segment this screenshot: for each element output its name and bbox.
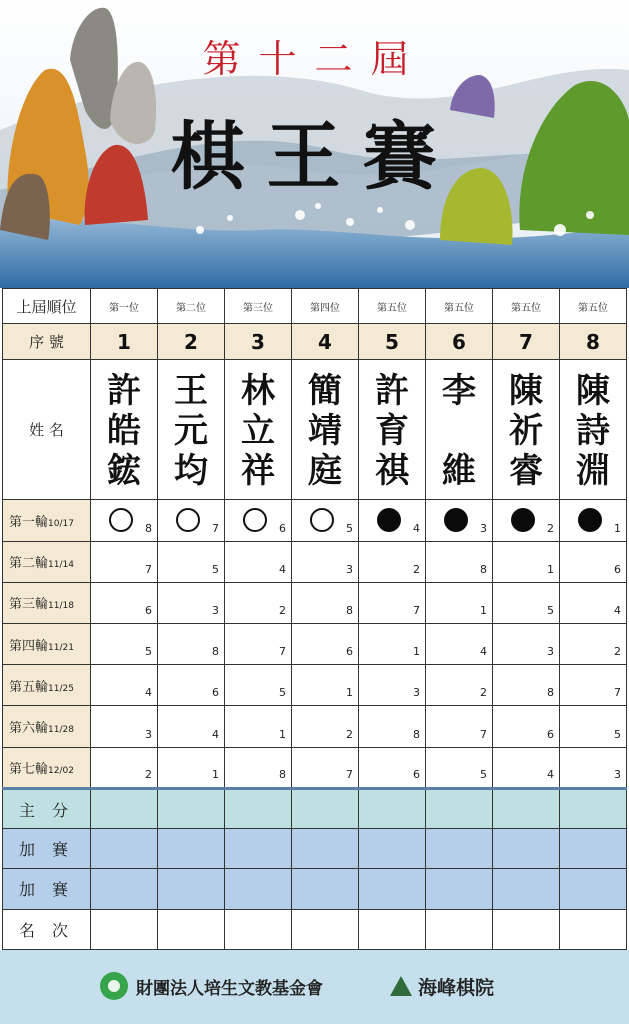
- round-row: [3, 623, 627, 664]
- blank-cell[interactable]: [426, 829, 493, 869]
- opponent-number: 5: [480, 767, 487, 781]
- place-row: [3, 909, 627, 949]
- black-stone-icon: [444, 508, 468, 532]
- opponent-number: 2: [413, 562, 420, 576]
- opponent-cell: [158, 623, 225, 664]
- opponent-number: 2: [547, 521, 554, 535]
- opponent-cell: [426, 582, 493, 623]
- clover-icon: [100, 972, 128, 1000]
- prev-rank: 第五位: [426, 289, 493, 324]
- edition-title: 第十二屆: [202, 37, 427, 81]
- blank-cell[interactable]: [158, 869, 225, 909]
- opponent-number: 1: [279, 727, 286, 741]
- seq-number: 6: [426, 324, 493, 360]
- opponent-cell: [359, 623, 426, 664]
- opponent-cell: [292, 500, 359, 541]
- blank-cell[interactable]: [91, 909, 158, 949]
- round-label: [3, 582, 91, 623]
- opponent-cell: [359, 500, 426, 541]
- round-name: 第一輪: [9, 514, 49, 530]
- seq-number: 2: [158, 324, 225, 360]
- playoff-label: 加 賽: [3, 869, 91, 909]
- seq-number: 3: [225, 324, 292, 360]
- name-char: 淵: [576, 450, 610, 491]
- rank-label: 上屆順位: [3, 289, 91, 324]
- opponent-cell: [426, 747, 493, 788]
- name-char: 李: [442, 370, 476, 411]
- opponent-cell: [225, 747, 292, 788]
- opponent-cell: [359, 541, 426, 582]
- opponent-cell: [292, 582, 359, 623]
- opponent-number: 6: [212, 686, 219, 700]
- opponent-number: 1: [480, 603, 487, 617]
- player-name: [292, 360, 359, 500]
- opponent-cell: [158, 500, 225, 541]
- opponent-cell: [560, 582, 627, 623]
- round-name: 第七輪: [9, 761, 49, 777]
- round-name: 第三輪: [9, 597, 49, 613]
- opponent-cell: [225, 665, 292, 706]
- opponent-number: 8: [547, 686, 554, 700]
- opponent-number: 4: [614, 603, 621, 617]
- white-stone-icon: [176, 508, 200, 532]
- prev-rank: 第四位: [292, 289, 359, 324]
- opponent-cell: [158, 582, 225, 623]
- prev-rank: 第二位: [158, 289, 225, 324]
- opponent-cell: [158, 706, 225, 747]
- blank-cell[interactable]: [359, 788, 426, 828]
- blank-cell[interactable]: [91, 869, 158, 909]
- name-char: 皓: [107, 410, 141, 451]
- round-date: 10/17: [48, 518, 74, 529]
- organizer-name: 財團法人培生文教基金會: [136, 978, 323, 999]
- footer: [0, 950, 629, 1024]
- opponent-number: 2: [279, 603, 286, 617]
- opponent-number: 6: [614, 562, 621, 576]
- blank-cell[interactable]: [91, 829, 158, 869]
- opponent-cell: [493, 623, 560, 664]
- opponent-number: 1: [547, 562, 554, 576]
- name-char: 許: [107, 370, 141, 411]
- prev-rank: 第五位: [560, 289, 627, 324]
- seq-number: 8: [560, 324, 627, 360]
- round-row: [3, 706, 627, 747]
- round-name: 第五輪: [9, 679, 49, 695]
- name-char: 簡: [308, 370, 342, 411]
- opponent-number: 6: [145, 603, 152, 617]
- blank-cell[interactable]: [158, 909, 225, 949]
- opponent-cell: [560, 623, 627, 664]
- opponent-number: 2: [480, 686, 487, 700]
- blank-cell[interactable]: [158, 788, 225, 828]
- opponent-cell: [426, 541, 493, 582]
- playoff-row-2: [3, 869, 627, 909]
- blank-cell[interactable]: [359, 909, 426, 949]
- opponent-number: 3: [413, 686, 420, 700]
- name-char: 王: [174, 370, 208, 411]
- player-name: [225, 360, 292, 500]
- opponent-cell: [91, 665, 158, 706]
- round-date: 11/18: [48, 601, 74, 612]
- opponent-cell: [225, 623, 292, 664]
- seq-label: 序 號: [3, 324, 91, 360]
- round-date: 11/14: [48, 560, 74, 571]
- name-label: 姓 名: [3, 360, 91, 500]
- round-label: [3, 500, 91, 541]
- opponent-cell: [225, 582, 292, 623]
- blank-cell[interactable]: [560, 869, 627, 909]
- opponent-cell: [493, 665, 560, 706]
- opponent-number: 2: [614, 645, 621, 659]
- playoff-row-1: [3, 829, 627, 869]
- blank-cell[interactable]: [493, 788, 560, 828]
- player-name: [493, 360, 560, 500]
- round-row: [3, 665, 627, 706]
- name-char: 鋐: [107, 450, 141, 491]
- pairing-table: [2, 288, 627, 950]
- opponent-number: 4: [480, 645, 487, 659]
- round-date: 11/25: [48, 683, 74, 694]
- opponent-number: 7: [413, 603, 420, 617]
- opponent-number: 3: [346, 562, 353, 576]
- opponent-number: 3: [480, 521, 487, 535]
- name-char: 靖: [308, 410, 342, 451]
- round-label: [3, 665, 91, 706]
- opponent-cell: [560, 706, 627, 747]
- blank-cell[interactable]: [359, 869, 426, 909]
- seq-number: 4: [292, 324, 359, 360]
- name-char: 均: [174, 450, 208, 491]
- opponent-cell: [560, 500, 627, 541]
- opponent-number: 5: [212, 562, 219, 576]
- blank-cell[interactable]: [225, 869, 292, 909]
- place-label: 名 次: [3, 909, 91, 949]
- blank-cell[interactable]: [426, 869, 493, 909]
- score-label: 主 分: [3, 788, 91, 828]
- blank-cell[interactable]: [426, 909, 493, 949]
- opponent-cell: [426, 623, 493, 664]
- tournament-title: 棋王賽: [170, 114, 459, 200]
- name-char: 陳: [509, 370, 543, 411]
- blank-cell[interactable]: [292, 909, 359, 949]
- opponent-number: 3: [614, 767, 621, 781]
- opponent-number: 5: [279, 686, 286, 700]
- name-char: 元: [174, 410, 208, 451]
- name-char: 祈: [509, 410, 543, 451]
- opponent-number: 7: [480, 727, 487, 741]
- score-row: [3, 788, 627, 828]
- opponent-cell: [91, 623, 158, 664]
- rank-row: [3, 289, 627, 324]
- prev-rank: 第五位: [493, 289, 560, 324]
- black-stone-icon: [511, 508, 535, 532]
- opponent-cell: [225, 541, 292, 582]
- opponent-number: 8: [212, 645, 219, 659]
- blank-cell[interactable]: [91, 788, 158, 828]
- round-date: 12/02: [48, 765, 74, 776]
- prev-rank: 第五位: [359, 289, 426, 324]
- opponent-cell: [225, 500, 292, 541]
- blank-cell[interactable]: [359, 829, 426, 869]
- opponent-number: 6: [346, 645, 353, 659]
- round-label: [3, 541, 91, 582]
- white-stone-icon: [310, 508, 334, 532]
- player-name: [91, 360, 158, 500]
- opponent-number: 7: [212, 521, 219, 535]
- opponent-cell: [560, 665, 627, 706]
- round-name: 第四輪: [9, 638, 49, 654]
- opponent-cell: [493, 747, 560, 788]
- blank-cell[interactable]: [292, 788, 359, 828]
- opponent-number: 4: [279, 562, 286, 576]
- name-char: 陳: [576, 370, 610, 411]
- blank-cell[interactable]: [158, 829, 225, 869]
- opponent-number: 6: [279, 521, 286, 535]
- opponent-number: 1: [413, 645, 420, 659]
- blank-cell[interactable]: [225, 829, 292, 869]
- name-char: 育: [375, 410, 409, 451]
- opponent-cell: [493, 500, 560, 541]
- go-hall: [390, 972, 494, 1000]
- round-label: [3, 747, 91, 788]
- round-row: [3, 500, 627, 541]
- white-stone-icon: [243, 508, 267, 532]
- seq-number: 7: [493, 324, 560, 360]
- round-date: 11/21: [48, 642, 74, 653]
- opponent-number: 5: [145, 645, 152, 659]
- name-char: 維: [442, 450, 476, 491]
- opponent-number: 4: [413, 521, 420, 535]
- blank-cell[interactable]: [560, 909, 627, 949]
- opponent-cell: [91, 582, 158, 623]
- prev-rank: 第一位: [91, 289, 158, 324]
- opponent-number: 5: [614, 727, 621, 741]
- blank-cell[interactable]: [560, 788, 627, 828]
- opponent-number: 8: [279, 767, 286, 781]
- name-char: 許: [375, 370, 409, 411]
- mountain-logo-icon: [390, 976, 412, 996]
- opponent-cell: [292, 665, 359, 706]
- opponent-cell: [359, 706, 426, 747]
- opponent-cell: [158, 747, 225, 788]
- opponent-number: 1: [212, 767, 219, 781]
- opponent-cell: [91, 541, 158, 582]
- opponent-cell: [91, 706, 158, 747]
- opponent-number: 8: [145, 521, 152, 535]
- name-char: 詩: [576, 410, 610, 451]
- blank-cell[interactable]: [493, 829, 560, 869]
- blank-cell[interactable]: [560, 829, 627, 869]
- player-name: [560, 360, 627, 500]
- opponent-number: 6: [413, 767, 420, 781]
- opponent-number: 3: [547, 645, 554, 659]
- opponent-cell: [359, 747, 426, 788]
- opponent-cell: [292, 706, 359, 747]
- title-banner: [0, 0, 629, 288]
- opponent-number: 4: [212, 727, 219, 741]
- opponent-number: 4: [547, 767, 554, 781]
- name-char: [453, 411, 465, 451]
- round-row: [3, 747, 627, 788]
- go-hall-name: 海峰棋院: [418, 976, 495, 999]
- round-name: 第二輪: [9, 556, 49, 572]
- opponent-cell: [493, 706, 560, 747]
- opponent-number: 7: [614, 686, 621, 700]
- blank-cell[interactable]: [292, 869, 359, 909]
- player-name: [359, 360, 426, 500]
- opponent-number: 2: [346, 727, 353, 741]
- blank-cell[interactable]: [426, 788, 493, 828]
- prev-rank: 第三位: [225, 289, 292, 324]
- white-stone-icon: [109, 508, 133, 532]
- player-name: [426, 360, 493, 500]
- opponent-number: 7: [145, 562, 152, 576]
- opponent-number: 1: [346, 686, 353, 700]
- name-char: 庭: [308, 450, 342, 491]
- opponent-number: 8: [346, 603, 353, 617]
- black-stone-icon: [578, 508, 602, 532]
- opponent-number: 2: [145, 767, 152, 781]
- opponent-cell: [158, 541, 225, 582]
- opponent-number: 4: [145, 686, 152, 700]
- opponent-number: 5: [547, 603, 554, 617]
- player-name: [158, 360, 225, 500]
- round-label: [3, 706, 91, 747]
- opponent-number: 7: [346, 767, 353, 781]
- name-char: 立: [241, 410, 275, 451]
- opponent-cell: [493, 541, 560, 582]
- blank-cell[interactable]: [493, 909, 560, 949]
- opponent-cell: [426, 500, 493, 541]
- name-char: 林: [241, 370, 275, 411]
- round-date: 11/28: [48, 725, 74, 736]
- seq-number: 5: [359, 324, 426, 360]
- organizer: [100, 972, 323, 1000]
- blank-cell[interactable]: [493, 869, 560, 909]
- opponent-number: 3: [145, 727, 152, 741]
- name-char: 祥: [241, 450, 275, 491]
- opponent-cell: [426, 665, 493, 706]
- opponent-cell: [91, 747, 158, 788]
- blank-cell[interactable]: [225, 909, 292, 949]
- opponent-cell: [560, 747, 627, 788]
- round-row: [3, 541, 627, 582]
- round-row: [3, 582, 627, 623]
- opponent-number: 3: [212, 603, 219, 617]
- seq-number: 1: [91, 324, 158, 360]
- playoff-label: 加 賽: [3, 829, 91, 869]
- opponent-cell: [158, 665, 225, 706]
- opponent-number: 6: [547, 727, 554, 741]
- opponent-number: 7: [279, 645, 286, 659]
- opponent-cell: [225, 706, 292, 747]
- opponent-number: 5: [346, 521, 353, 535]
- name-char: 睿: [509, 450, 543, 491]
- opponent-number: 1: [614, 521, 621, 535]
- opponent-cell: [292, 623, 359, 664]
- opponent-cell: [292, 747, 359, 788]
- blank-cell[interactable]: [292, 829, 359, 869]
- opponent-cell: [426, 706, 493, 747]
- name-row: [3, 360, 627, 500]
- opponent-cell: [560, 541, 627, 582]
- round-label: [3, 623, 91, 664]
- opponent-cell: [292, 541, 359, 582]
- opponent-cell: [493, 582, 560, 623]
- blank-cell[interactable]: [225, 788, 292, 828]
- opponent-cell: [359, 665, 426, 706]
- name-char: 祺: [375, 450, 409, 491]
- opponent-cell: [359, 582, 426, 623]
- opponent-number: 8: [413, 727, 420, 741]
- seq-row: [3, 324, 627, 360]
- black-stone-icon: [377, 508, 401, 532]
- opponent-number: 8: [480, 562, 487, 576]
- opponent-cell: [91, 500, 158, 541]
- round-name: 第六輪: [9, 721, 49, 737]
